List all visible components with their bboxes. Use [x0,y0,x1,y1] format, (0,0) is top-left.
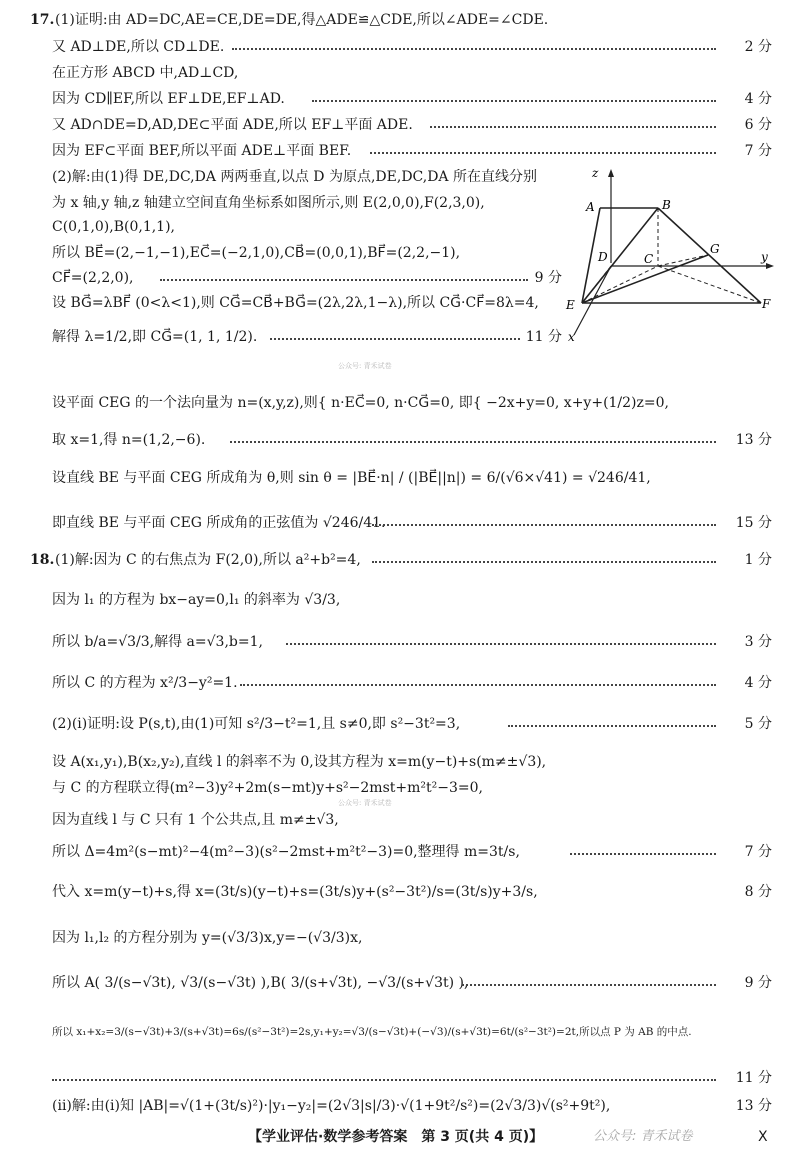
leader-dots [52,1079,716,1081]
score-4: 4 分 [744,91,772,107]
p17-line-14: 设平面 CEG 的一个法向量为 n=(x,y,z),则{ n·EC⃗=0, n·CG⃗=0, 即{ −2x+y=0, x+y+(1/2)z=0, [52,395,669,411]
leader-dots [286,643,716,645]
p18-line-10: 代入 x=m(y−t)+s,得 x=(3t/s)(y−t)+s=(3t/s)y+(s²−3t²)/s=(3t/s)y+3/s, [52,884,538,900]
p18-line-13: 所以 x₁+x₂=3/(s−√3t)+3/(s+√3t)=6s/(s²−3t²)=2s,y₁+y₂=√3/(s−√3t)+(−√3)/(s+√3t)=6t/(s²−3t²)=2t,所以点 P 为 AB 的中点. [52,1026,692,1038]
score-8: 8 分 [744,884,772,900]
p18-line-9: 所以 Δ=4m²(s−mt)²−4(m²−3)(s²−2mst+m²t²−3)=0,整理得 m=3t/s, [52,844,520,860]
label-F: F [762,297,771,311]
score-2: 2 分 [744,39,772,55]
edge-EC [582,266,658,303]
leader-dots [270,338,520,340]
problem-17-number: 17. [30,12,55,28]
leader-dots [230,441,716,443]
leader-dots [508,725,716,727]
label-z: z [592,166,599,180]
problem-18-number: 18. [30,552,55,568]
p18-line-1: (1)解:因为 C 的右焦点为 F(2,0),所以 a²+b²=4, [55,552,361,568]
p18-line-6: 设 A(x₁,y₁),B(x₂,y₂),直线 l 的斜率不为 0,设其方程为 x=m(y−t)+s(m≠±√3), [52,754,547,770]
p18-line-8: 因为直线 l 与 C 只有 1 个公共点,且 m≠±√3, [52,812,339,828]
watermark-text: 公众号: 青禾试卷 [338,799,392,807]
leader-dots [160,279,528,281]
leader-dots [372,561,716,563]
leader-dots [240,684,716,686]
p17-line-7: (2)解:由(1)得 DE,DC,DA 两两垂直,以点 D 为原点,DE,DC,DA 所在直线分别 [52,169,537,185]
p17-line-13: 解得 λ=1/2,即 CG⃗=(1, 1, 1/2). [52,329,258,345]
p17-line-1: (1)证明:由 AD=DC,AE=CE,DE=DE,得△ADE≌△CDE,所以∠ADE=∠CDE. [55,12,549,28]
p17-line-2: 又 AD⊥DE,所以 CD⊥DE. [52,39,225,55]
p17-line-3: 在正方形 ABCD 中,AD⊥CD, [52,65,239,81]
score-7: 7 分 [744,143,772,159]
label-A: A [586,200,595,214]
score-9: 9 分 [534,270,562,286]
label-x: x [568,330,575,344]
p17-line-8: 为 x 轴,y 轴,z 轴建立空间直角坐标系如图所示,则 E(2,0,0),F(2,3,0), [52,195,485,211]
p17-line-9: C(0,1,0),B(0,1,1), [52,219,175,235]
p18-line-11: 因为 l₁,l₂ 的方程分别为 y=(√3/3)x,y=−(√3/3)x, [52,930,363,946]
z-axis-arrow [608,169,614,177]
score-13b: 13 分 [735,1098,772,1114]
score-5: 5 分 [744,716,772,732]
p18-line-12: 所以 A( 3/(s−√3t), √3/(s−√3t) ),B( 3/(s+√3t), −√3/(s+√3t) ), [52,975,469,991]
label-y: y [761,250,768,264]
footer-mark: X [758,1129,768,1145]
leader-dots [570,853,716,855]
p17-line-16: 设直线 BE 与平面 CEG 所成角为 θ,则 sin θ = |BE⃗·n| / (|BE⃗||n|) = 6/(√6×√41) = √246/41, [52,470,651,486]
label-D: D [598,250,608,264]
score-11: 11 分 [525,329,562,345]
p18-line-14: (ⅱ)解:由(ⅰ)知 |AB|=√(1+(3t/s)²)·|y₁−y₂|=(2√3|s|/3)·√(1+9t²/s²)=(2√3/3)√(s²+9t²), [52,1098,611,1114]
geometry-figure [566,163,778,353]
p18-line-5: (2)(ⅰ)证明:设 P(s,t),由(1)可知 s²/3−t²=1,且 s≠0,即 s²−3t²=3, [52,716,461,732]
p18-line-4: 所以 C 的方程为 x²/3−y²=1. [52,675,238,691]
leader-dots [372,524,716,526]
p17-line-10: 所以 BE⃗=(2,−1,−1),EC⃗=(−2,1,0),CB⃗=(0,0,1),BF⃗=(2,2,−1), [52,245,461,261]
score-4b: 4 分 [744,675,772,691]
score-1: 1 分 [744,552,772,568]
p17-line-11: CF⃗=(2,2,0), [52,270,134,286]
edge-CF [658,266,761,303]
footer-title: 【学业评估·数学参考答案 第 3 页(共 4 页)】 [248,1129,544,1145]
score-7b: 7 分 [744,844,772,860]
p18-line-7: 与 C 的方程联立得(m²−3)y²+2m(s−mt)y+s²−2mst+m²t²−3=0, [52,780,483,796]
p17-line-6: 因为 EF⊂平面 BEF,所以平面 ADE⊥平面 BEF. [52,143,352,159]
score-6: 6 分 [744,117,772,133]
leader-dots [462,984,716,986]
label-C: C [644,252,654,266]
leader-dots [232,48,716,50]
p17-line-15: 取 x=1,得 n=(1,2,−6). [52,432,206,448]
label-B: B [662,198,671,212]
p17-line-4: 因为 CD∥EF,所以 EF⊥DE,EF⊥AD. [52,91,285,107]
p17-line-17: 即直线 BE 与平面 CEG 所成角的正弦值为 √246/41. [52,515,386,531]
footer-watermark: 公众号: 青禾试卷 [593,1129,693,1144]
score-3: 3 分 [744,634,772,650]
score-15: 15 分 [735,515,772,531]
label-E: E [566,298,575,312]
label-G: G [710,242,720,256]
p17-line-12: 设 BG⃗=λBF⃗ (0<λ<1),则 CG⃗=CB⃗+BG⃗=(2λ,2λ,1−λ),所以 CG⃗·CF⃗=8λ=4, [52,295,539,311]
score-9b: 9 分 [744,975,772,991]
p18-line-3: 所以 b/a=√3/3,解得 a=√3,b=1, [52,634,263,650]
leader-dots [312,100,716,102]
p18-line-2: 因为 l₁ 的方程为 bx−ay=0,l₁ 的斜率为 √3/3, [52,592,341,608]
p17-line-5: 又 AD∩DE=D,AD,DE⊂平面 ADE,所以 EF⊥平面 ADE. [52,117,413,133]
leader-dots [430,126,716,128]
watermark-text: 公众号: 青禾试卷 [338,362,392,370]
leader-dots [370,152,716,154]
score-13: 13 分 [735,432,772,448]
score-11b: 11 分 [735,1070,772,1086]
x-axis [574,266,611,335]
